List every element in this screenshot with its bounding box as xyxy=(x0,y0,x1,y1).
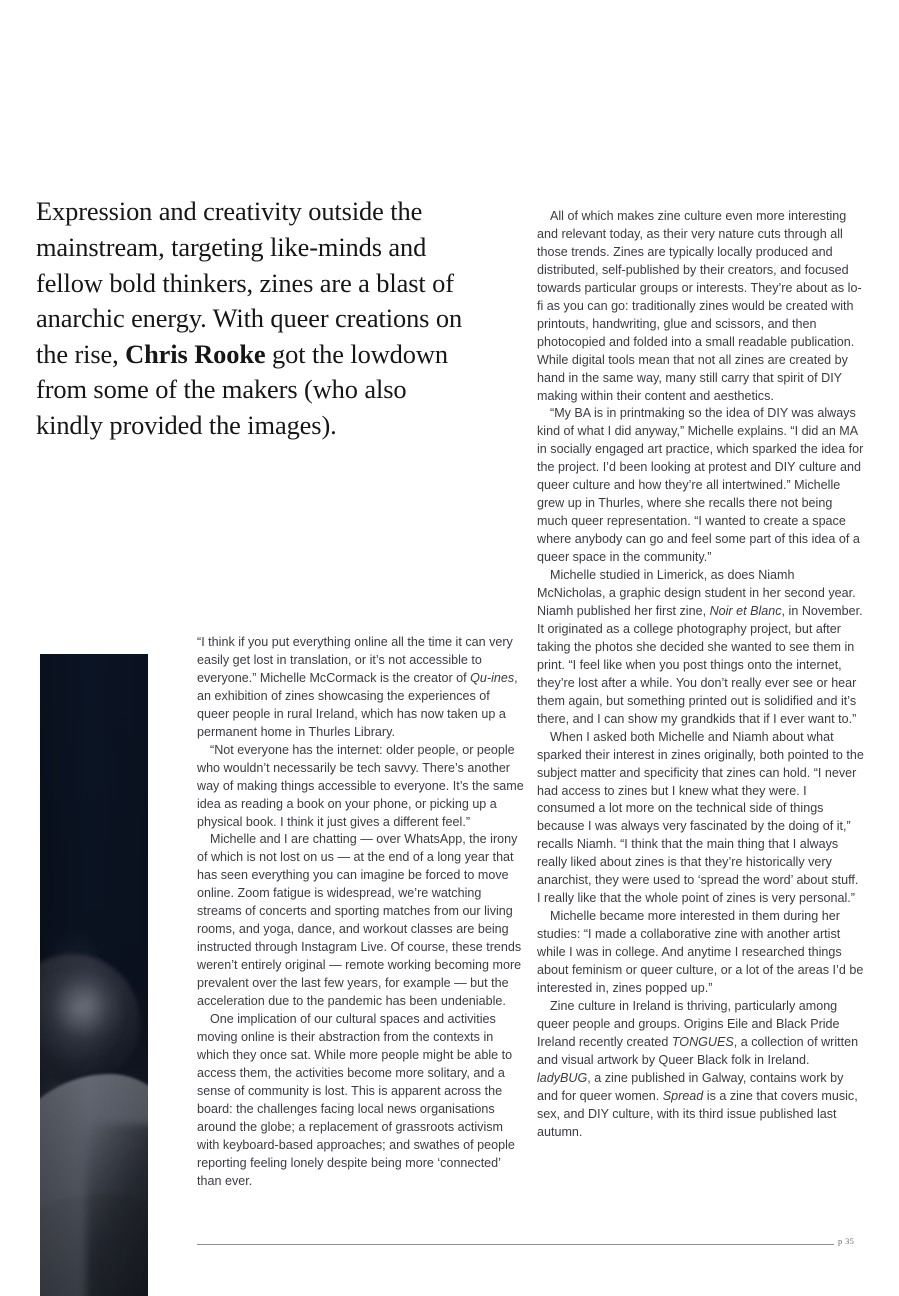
footer-rule xyxy=(197,1244,834,1245)
body-paragraph xyxy=(537,908,864,998)
body-paragraph xyxy=(537,208,864,405)
body-paragraph xyxy=(197,831,524,1011)
body-text-run: “My BA is in printmaking so the idea of DIY was always kind of what I did anyway,” Michelle explains. “I did an MA in socially engaged art practice, which sparked the idea for the project. I’d been looking at protest and DIY culture and queer culture and how they’re all intertwined.” Michelle grew up in Thurles, where she recalls there not being much queer representation. “I wanted to create a space where anybody can go and feel some part of this idea of a queer space in the community.” xyxy=(537,406,864,565)
body-paragraph xyxy=(537,729,864,909)
photo-vignette xyxy=(40,654,148,1296)
author-byline: Chris Rooke xyxy=(125,338,266,369)
body-paragraph xyxy=(537,998,864,1142)
body-column-right xyxy=(537,208,864,1142)
body-text-run: When I asked both Michelle and Niamh about what sparked their interest in zines originally, both pointed to the subject matter and specificity that zines can hold. “I never had access to zines but I knew what they were. I consumed a lot more on the technical side of things because I was always very fascinated by the doing of it,” recalls Niamh. “I think that the main thing that I always really liked about zines is that they’re historically very anarchist, they were used to ‘spread the word’ about stuff. I really like that the whole point of zines is very personal.” xyxy=(537,729,864,906)
body-text-run: Michelle studied in Limerick, as does Niamh McNicholas, a graphic design student in her second year. Niamh published her first zine, xyxy=(537,568,856,618)
body-text-run: Zine culture in Ireland is thriving, particularly among queer people and groups. Origins Eile and Black Pride Ireland recently created xyxy=(537,998,840,1049)
body-paragraph xyxy=(197,742,524,832)
body-column-left xyxy=(197,634,524,1191)
body-text-run: “I think if you put everything online all the time it can very easily get lost in translation, or it’s not accessible to everyone.” Michelle McCormack is the creator of xyxy=(197,635,513,685)
zine-title: ladyBUG xyxy=(537,1070,588,1085)
body-paragraph xyxy=(197,1011,524,1191)
standfirst-tail: got the lowdown from some of the makers (who also kindly provided the images). xyxy=(36,338,448,440)
zine-title: TONGUES xyxy=(671,1034,734,1049)
body-text-run: , an exhibition of zines showcasing the experiences of queer people in rural Ireland, which has now taken up a permanent home in Thurles Library. xyxy=(197,670,518,739)
body-paragraph xyxy=(537,405,864,567)
page-folio: p 35 xyxy=(838,1237,855,1246)
body-text-run: “Not everyone has the internet: older people, or people who wouldn’t necessarily be tech savvy. There’s another way of making things accessible to everyone. It’s the same idea as reading a book on your phone, or picking up a physical book. I think it just gives a different feel.” xyxy=(197,742,524,829)
body-paragraph xyxy=(197,634,524,742)
standfirst xyxy=(36,194,476,443)
body-paragraph xyxy=(537,567,864,729)
article-photo xyxy=(40,654,148,1296)
body-text-run: Michelle and I are chatting — over WhatsApp, the irony of which is not lost on us — at the end of a long year that has seen everything you can imagine be forced to move online. Zoom fatigue is widespread, we’re watching streams of concerts and sporting matches from our living rooms, and yoga, dance, and workout classes are being instructed through Instagram Live. Of course, these trends weren’t entirely original — remote working becoming more prevalent over the last few years, for example — but the acceleration due to the pandemic has been undeniable. xyxy=(197,832,522,1009)
body-text-run: Michelle became more interested in them during her studies: “I made a collaborative zine with another artist while I was in college. And anytime I researched things about feminism or queer culture, or a lot of the areas I’d be interested in, zines popped up.” xyxy=(537,909,864,995)
zine-title: Qu-ines xyxy=(470,670,515,685)
body-text-run: , in November. It originated as a college photography project, but after taking the photos she decided she wanted to see them in print. “I feel like when you post things onto the internet, they’re lost after a while. You don’t really ever see or hear them again, but something printed out is solidified and it’s there, and I can show my grandkids that if I ever want to.” xyxy=(537,603,863,726)
body-text-run: , a zine published in Galway, contains work by and for queer women. xyxy=(537,1070,844,1103)
zine-title: Noir et Blanc xyxy=(709,603,782,618)
standfirst-lead: Expression and creativity outside the mainstream, targeting like-minds and fellow bold thinkers, zines are a blast of anarchic energy. With queer creations on the rise, xyxy=(36,196,463,369)
body-text-run: is a zine that covers music, sex, and DIY culture, with its third issue published last autumn. xyxy=(537,1088,858,1139)
body-text-run: , a collection of written and visual artwork by Queer Black folk in Ireland. xyxy=(537,1034,859,1067)
body-text-run: All of which makes zine culture even more interesting and relevant today, as their very nature cuts through all those trends. Zines are typically locally produced and distributed, self-published by their creators, and focused towards particular groups or interests. They’re about as lo-fi as you can go: traditionally zines would be created with printouts, handwriting, glue and scissors, and then photocopied and folded into a small readable publication. While digital tools mean that not all zines are created by hand in the same way, many still carry that spirit of DIY making within their content and aesthetics. xyxy=(537,209,862,403)
zine-title: Spread xyxy=(662,1088,704,1103)
body-text-run: One implication of our cultural spaces and activities moving online is their abstraction from the contexts in which they once sat. While more people might be able to access them, the activities become more solitary, and a sense of community is lost. This is apparent across the board: the challenges facing local news organisations around the globe; a replacement of grassroots activism with keyboard-based approaches; and swathes of people reporting feeling lonely despite being more ‘connected’ than ever. xyxy=(197,1012,515,1188)
